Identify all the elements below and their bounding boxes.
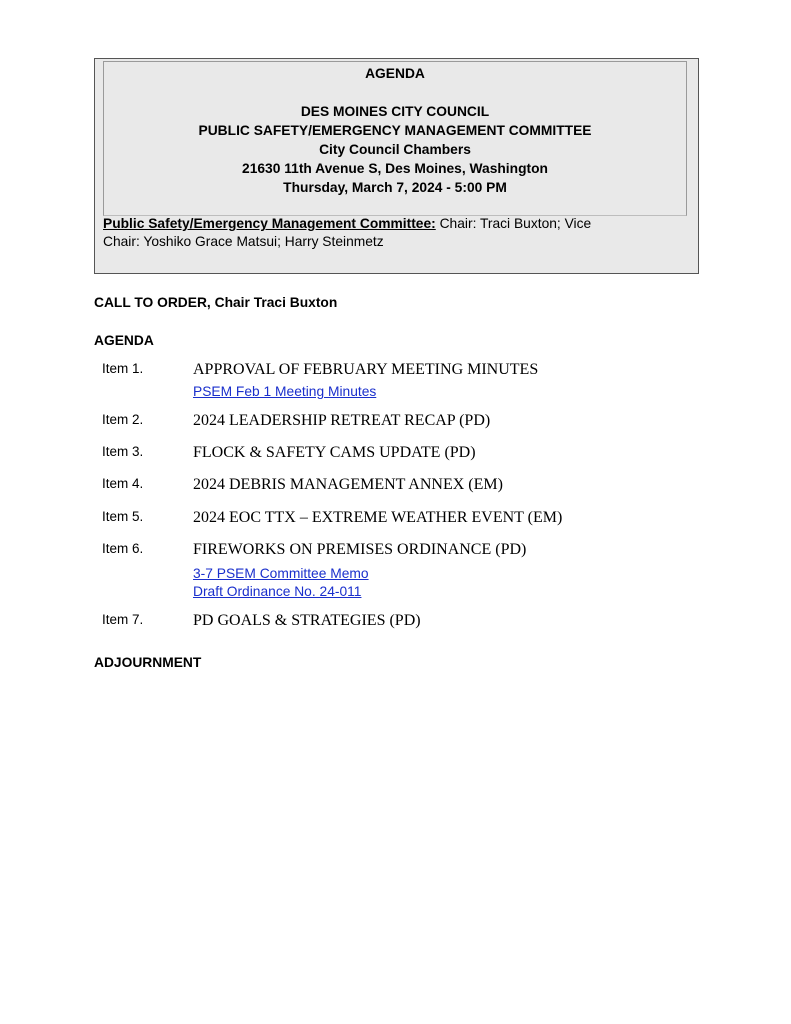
call-to-order: CALL TO ORDER, Chair Traci Buxton bbox=[94, 295, 338, 310]
item-title: PD GOALS & STRATEGIES (PD) bbox=[193, 612, 421, 629]
meeting-address: 21630 11th Avenue S, Des Moines, Washington bbox=[242, 161, 548, 176]
committee-label: Public Safety/Emergency Management Committee: bbox=[103, 216, 436, 231]
meeting-datetime: Thursday, March 7, 2024 - 5:00 PM bbox=[283, 180, 507, 195]
item-title: 2024 DEBRIS MANAGEMENT ANNEX (EM) bbox=[193, 476, 503, 493]
item-number: Item 4. bbox=[102, 476, 144, 491]
committee-members-line1: Chair: Traci Buxton; Vice bbox=[439, 216, 592, 231]
adjournment: ADJOURNMENT bbox=[94, 655, 202, 670]
item-number: Item 6. bbox=[102, 541, 144, 556]
item-title: 2024 LEADERSHIP RETREAT RECAP (PD) bbox=[193, 412, 491, 429]
meeting-location: City Council Chambers bbox=[319, 142, 471, 157]
item-number: Item 5. bbox=[102, 509, 144, 524]
committee-members-line2: Chair: Yoshiko Grace Matsui; Harry Steinmetz bbox=[103, 234, 384, 249]
item-number: Item 2. bbox=[102, 412, 144, 427]
agenda-heading: AGENDA bbox=[94, 333, 154, 348]
item-number: Item 1. bbox=[102, 361, 144, 376]
committee-name: PUBLIC SAFETY/EMERGENCY MANAGEMENT COMMITTEE bbox=[198, 123, 592, 138]
agenda-link[interactable]: PSEM Feb 1 Meeting Minutes bbox=[193, 384, 377, 399]
committee-members bbox=[103, 215, 683, 251]
item-title: FIREWORKS ON PREMISES ORDINANCE (PD) bbox=[193, 541, 527, 558]
item-title: APPROVAL OF FEBRUARY MEETING MINUTES bbox=[193, 361, 539, 378]
item-number: Item 7. bbox=[102, 612, 144, 627]
agenda-link[interactable]: 3-7 PSEM Committee Memo bbox=[193, 566, 369, 581]
agenda-title: AGENDA bbox=[365, 66, 425, 81]
item-number: Item 3. bbox=[102, 444, 144, 459]
item-title: 2024 EOC TTX – EXTREME WEATHER EVENT (EM) bbox=[193, 509, 563, 526]
agenda-link[interactable]: Draft Ordinance No. 24-011 bbox=[193, 584, 362, 599]
council-name: DES MOINES CITY COUNCIL bbox=[300, 104, 490, 119]
item-title: FLOCK & SAFETY CAMS UPDATE (PD) bbox=[193, 444, 476, 461]
